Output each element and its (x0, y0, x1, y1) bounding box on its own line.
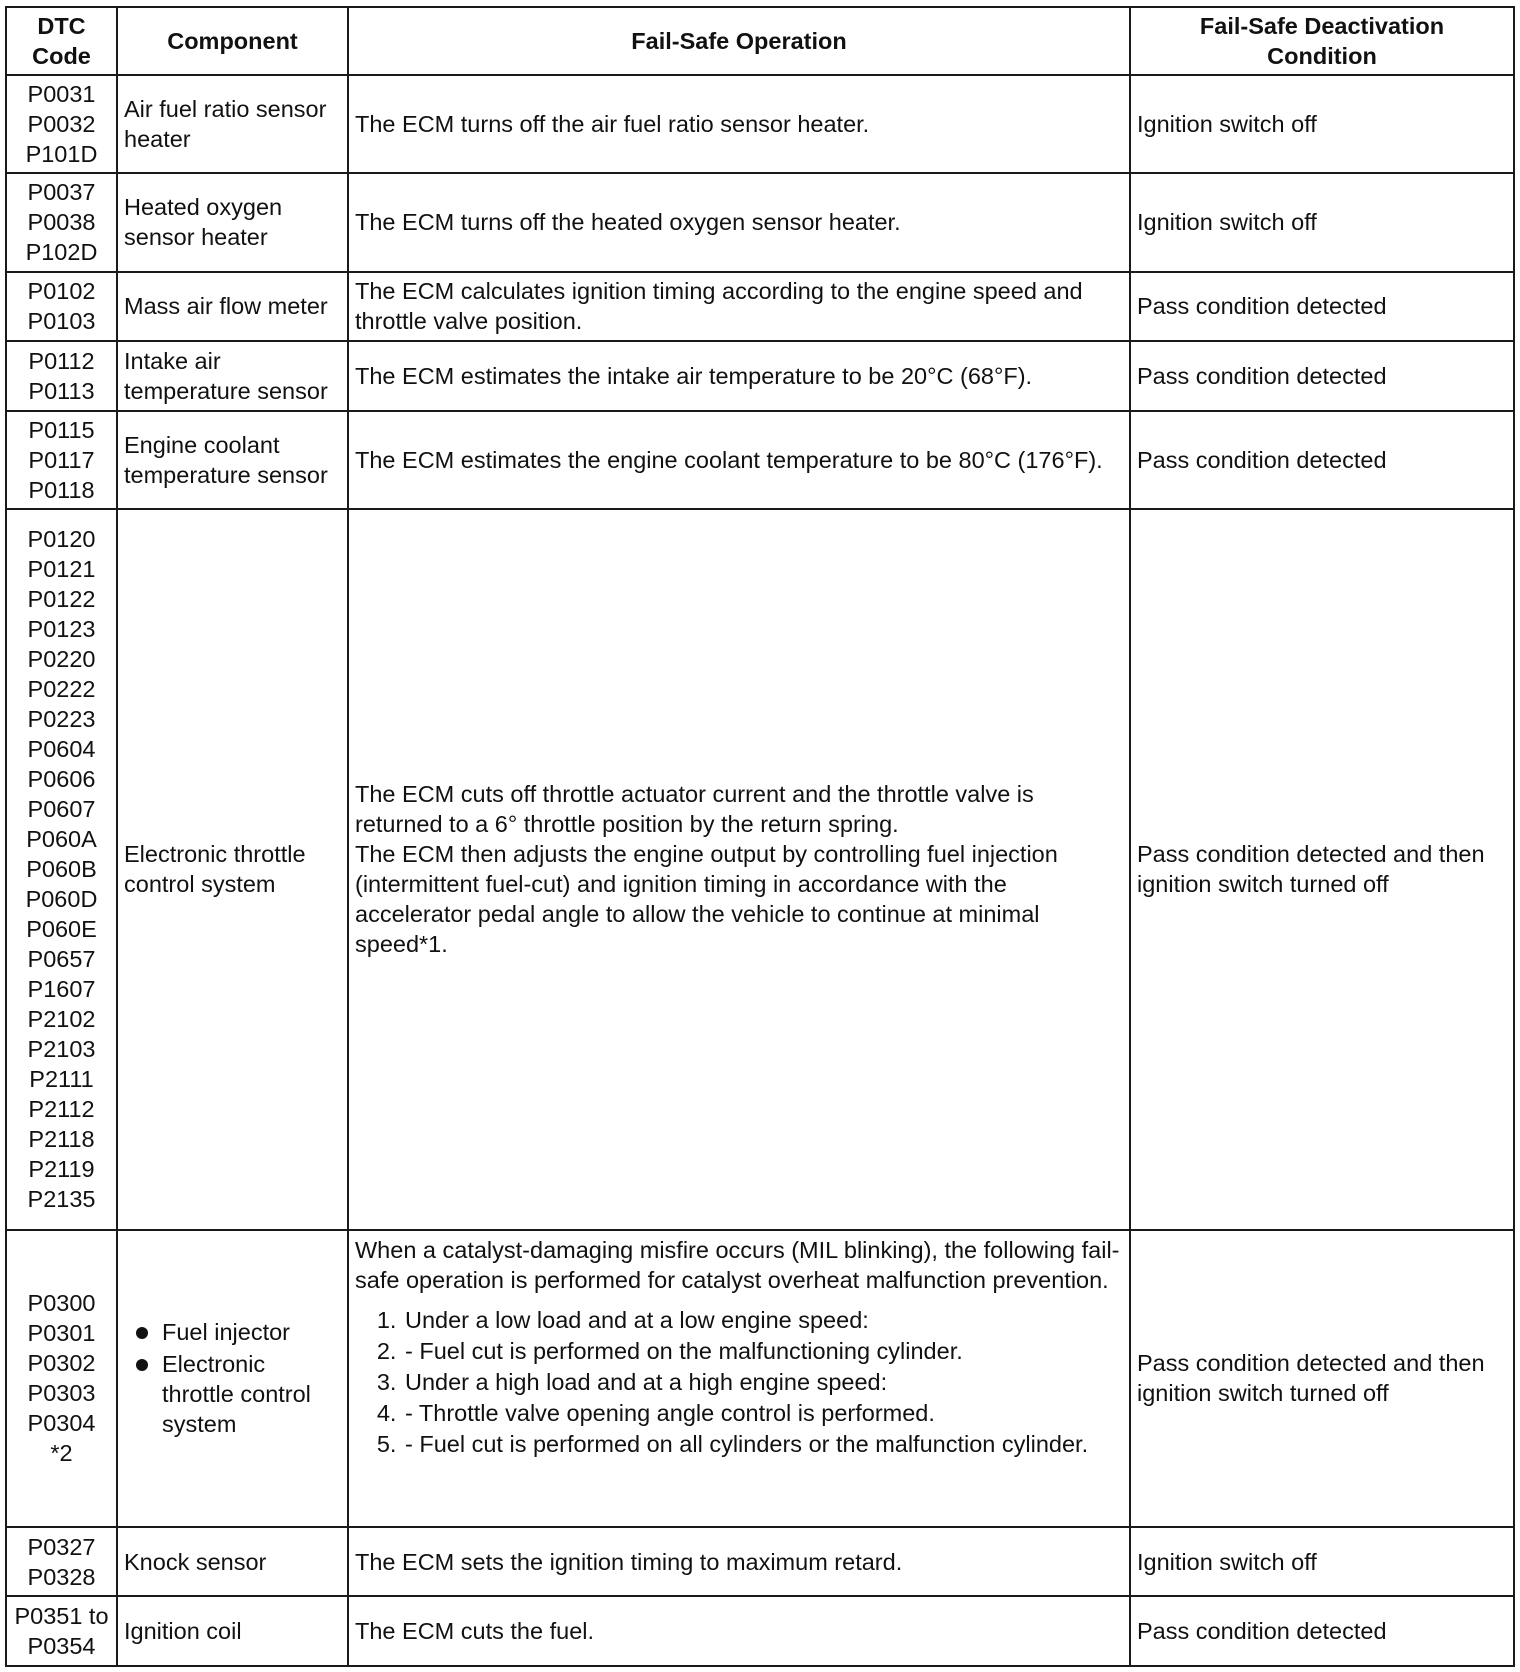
dtc-code: P0304 (27, 1410, 96, 1437)
dtc-code: P2118 (28, 1126, 95, 1153)
dtc-code: P060D (25, 886, 98, 913)
dtc-code: P0657 (27, 946, 96, 973)
operation-paragraph: The ECM cuts off throttle actuator current and the throttle valve is returned to a 6° throttle position by the return spring. (355, 781, 1034, 838)
dtc-code: P0113 (28, 377, 95, 404)
dtc-code: P060A (26, 826, 97, 853)
operation-cell: The ECM cuts the fuel. (348, 1596, 1130, 1666)
fail-safe-table (5, 6, 1515, 1667)
dtc-codes (6, 173, 117, 271)
dtc-code: P0103 (27, 308, 96, 335)
dtc-code: P0300 (27, 1290, 96, 1317)
dtc-code: P0604 (27, 736, 96, 763)
deactivation-cell: Pass condition detected and then ignition switch turned off (1130, 1230, 1514, 1527)
operation-cell: The ECM turns off the heated oxygen sensor heater. (348, 173, 1130, 271)
dtc-code: P2102 (27, 1006, 96, 1033)
component-cell: Knock sensor (117, 1527, 348, 1597)
dtc-code: P0302 (27, 1350, 96, 1377)
operation-step: 5. - Fuel cut is performed on all cylinders or the malfunction cylinder. (403, 1429, 1123, 1460)
table-row (6, 173, 1514, 271)
dtc-code: P0354 (27, 1633, 96, 1660)
component-list-item: Fuel injector (162, 1317, 341, 1347)
dtc-code: P0118 (28, 476, 95, 503)
dtc-code: P0222 (27, 676, 96, 703)
operation-cell: The ECM calculates ignition timing according to the engine speed and throttle valve position. (348, 272, 1130, 342)
dtc-codes (6, 1230, 117, 1527)
table-row (6, 272, 1514, 342)
dtc-code: P0122 (27, 586, 96, 613)
dtc-code: P1607 (27, 976, 96, 1003)
dtc-codes (6, 1527, 117, 1597)
dtc-code: P2112 (28, 1096, 95, 1123)
component-cell: Intake air temperature sensor (117, 341, 348, 411)
table-row (6, 75, 1514, 173)
table-row (6, 341, 1514, 411)
operation-cell: The ECM estimates the engine coolant temperature to be 80°C (176°F). (348, 411, 1130, 509)
component-cell: Ignition coil (117, 1596, 348, 1666)
header-fail-safe-operation: Fail-Safe Operation (348, 7, 1130, 75)
component-cell: Engine coolant temperature sensor (117, 411, 348, 509)
dtc-code: P0223 (27, 706, 96, 733)
dtc-code: P0220 (27, 646, 96, 673)
operation-paragraph: The ECM then adjusts the engine output by controlling fuel injection (intermittent fuel-cut) and ignition timing in accordance with the accelerator pedal angle to allow the vehicle to continue at minimal speed*1. (355, 841, 1058, 958)
operation-cell: The ECM estimates the intake air temperature to be 20°C (68°F). (348, 341, 1130, 411)
operation-cell: The ECM turns off the air fuel ratio sensor heater. (348, 75, 1130, 173)
dtc-code: P060B (26, 856, 97, 883)
table-row (6, 1527, 1514, 1597)
deactivation-cell: Pass condition detected (1130, 411, 1514, 509)
header-dtc-code: DTC Code (6, 7, 117, 75)
dtc-code: P0112 (28, 347, 95, 374)
dtc-codes (6, 341, 117, 411)
dtc-code: P101D (25, 141, 98, 168)
dtc-code: P0115 (28, 416, 95, 443)
dtc-code: P0038 (27, 209, 96, 236)
header-component: Component (117, 7, 348, 75)
operation-step: 2. - Fuel cut is performed on the malfunctioning cylinder. (403, 1336, 1123, 1367)
operation-step: 4. - Throttle valve opening angle control is performed. (403, 1398, 1123, 1429)
header-deactivation-condition: Fail-Safe Deactivation Condition (1130, 7, 1514, 75)
dtc-code: P0037 (27, 179, 96, 206)
dtc-code: P060E (26, 916, 97, 943)
operation-step: 3. Under a high load and at a high engine speed: (403, 1367, 1123, 1398)
dtc-code: P0607 (27, 796, 96, 823)
deactivation-cell: Ignition switch off (1130, 173, 1514, 271)
dtc-code: P0123 (27, 616, 96, 643)
component-cell: Air fuel ratio sensor heater (117, 75, 348, 173)
operation-intro: When a catalyst-damaging misfire occurs (MIL blinking), the following fail-safe operation is performed for catalyst overheat malfunction prevention. (355, 1236, 1120, 1293)
table-row (6, 1596, 1514, 1666)
dtc-code: P0606 (27, 766, 96, 793)
header-row (6, 7, 1514, 75)
dtc-code: P0328 (27, 1563, 96, 1590)
component-list (124, 1317, 341, 1439)
operation-cell (348, 1230, 1130, 1527)
dtc-code: P0121 (27, 556, 96, 583)
deactivation-cell: Ignition switch off (1130, 75, 1514, 173)
dtc-code: P0117 (28, 446, 95, 473)
dtc-codes (6, 411, 117, 509)
dtc-code: P0032 (27, 111, 96, 138)
operation-step: 1. Under a low load and at a low engine speed: (403, 1305, 1123, 1336)
deactivation-cell: Ignition switch off (1130, 1527, 1514, 1597)
dtc-code: P2103 (27, 1036, 96, 1063)
deactivation-cell: Pass condition detected (1130, 272, 1514, 342)
table-row (6, 509, 1514, 1230)
deactivation-cell: Pass condition detected (1130, 341, 1514, 411)
component-cell: Mass air flow meter (117, 272, 348, 342)
dtc-code: P2135 (27, 1186, 96, 1213)
component-cell: Heated oxygen sensor heater (117, 173, 348, 271)
dtc-code: P0102 (27, 278, 96, 305)
dtc-code: P102D (25, 239, 98, 266)
dtc-code: P0351 to (14, 1603, 109, 1630)
operation-steps (355, 1305, 1123, 1460)
deactivation-cell: Pass condition detected (1130, 1596, 1514, 1666)
table-row (6, 411, 1514, 509)
dtc-code: P0303 (27, 1380, 96, 1407)
dtc-code: P0120 (27, 526, 96, 553)
dtc-code-note: *2 (50, 1440, 73, 1467)
dtc-codes (6, 75, 117, 173)
dtc-code: P0327 (27, 1533, 96, 1560)
dtc-codes (6, 1596, 117, 1666)
operation-cell (348, 509, 1130, 1230)
table-row (6, 1230, 1514, 1527)
operation-cell: The ECM sets the ignition timing to maximum retard. (348, 1527, 1130, 1597)
dtc-code: P2119 (28, 1156, 95, 1183)
deactivation-cell: Pass condition detected and then ignition switch turned off (1130, 509, 1514, 1230)
dtc-codes (6, 272, 117, 342)
dtc-codes (6, 509, 117, 1230)
dtc-code: P0301 (27, 1320, 96, 1347)
component-list-item: Electronic throttle control system (162, 1349, 341, 1439)
dtc-code: P0031 (27, 81, 96, 108)
component-cell (117, 1230, 348, 1527)
component-cell: Electronic throttle control system (117, 509, 348, 1230)
dtc-code: P2111 (29, 1066, 94, 1093)
